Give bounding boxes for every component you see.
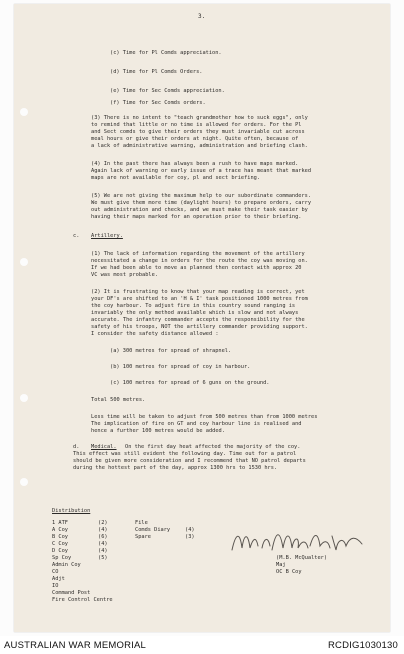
text-line: VC was most probable.	[91, 272, 158, 278]
text-line: having their maps marked for an operation prior to their briefing.	[91, 214, 302, 220]
distribution-copies: (4)	[98, 541, 108, 547]
distribution-unit: File	[135, 520, 148, 526]
section-letter: c.	[73, 233, 80, 239]
section-heading: Medical.	[91, 444, 117, 450]
text-line: out administration and checks, and we must make their task easier by	[91, 207, 308, 213]
distribution-copies: (4)	[98, 548, 108, 554]
text-line: (a) 300 metres for spread of shrapnel.	[110, 348, 232, 354]
text-line: If we had been able to move as planned then contact with approx 20	[91, 265, 302, 271]
archive-footer	[0, 636, 404, 654]
distribution-unit: Sp Coy	[52, 555, 72, 561]
handwritten-signature	[228, 526, 368, 556]
text-line: should be given more consideration and I recommend that NO patrol departs	[73, 458, 306, 464]
text-line: (2) It is frustrating to know that your map reading is correct, yet	[91, 289, 305, 295]
distribution-unit: D Coy	[52, 548, 68, 554]
text-line: (5) We are not giving the maximum help to our subordinate commanders.	[91, 193, 312, 199]
distribution-unit: Adjt	[52, 576, 65, 582]
text-line: (b) 100 metres for spread of coy in harbour.	[110, 364, 251, 370]
footer-record-id: RCDIG1030130	[328, 640, 398, 651]
text-line: The implication of fire on GT and coy harbour line is realised and	[91, 421, 302, 427]
text-line: meal hours or give their orders at night. Quite often, because of	[91, 136, 299, 142]
distribution-unit: Comds Diary	[135, 527, 171, 533]
distribution-unit: CO	[52, 569, 59, 575]
text-line: Again lack of warning or early issue of a trace has meant that marked	[91, 168, 312, 174]
section-heading: Artillery.	[91, 233, 123, 239]
text-line: a lack of administrative warning, administration and briefing clash.	[91, 143, 308, 149]
text-line: (c) Time for Pl Comds appreciation.	[110, 50, 222, 56]
text-line: accurate. The infantry commander accepts the responsibility for the	[91, 317, 305, 323]
punch-hole	[20, 478, 28, 486]
distribution-unit: C Coy	[52, 541, 68, 547]
distribution-unit: Command Post	[52, 590, 91, 596]
text-line: (f) Time for Sec Comds orders.	[110, 100, 206, 106]
distribution-copies: (3)	[185, 534, 195, 540]
distribution-unit: Fire Control Centre	[52, 597, 113, 603]
distribution-copies: (5)	[98, 555, 108, 561]
text-line: maps are not available for coy, pl and sect briefing.	[91, 175, 261, 181]
footer-source: AUSTRALIAN WAR MEMORIAL	[4, 640, 147, 651]
text-line: This effect was still evident the following day. Time out for a patrol	[73, 451, 297, 457]
signatory-rank: Maj	[276, 562, 286, 568]
signatory-position: OC B Coy	[276, 569, 302, 575]
text-line: Total 500 metres.	[91, 397, 146, 403]
text-line: We must give them more time (daylight hours) to prepare orders, carry	[91, 200, 312, 206]
punch-hole	[20, 394, 28, 402]
text-line: the coy harbour. To adjust fire in this country sound ranging is	[91, 303, 296, 309]
distribution-copies: (2)	[98, 520, 108, 526]
distribution-copies: (4)	[185, 527, 195, 533]
distribution-unit: Spare	[135, 534, 151, 540]
text-line: (3) There is no intent to "teach grandmother how to suck eggs", only	[91, 115, 308, 121]
page-number: 3.	[198, 13, 206, 20]
text-line: (e) Time for Sec Comds appreciation.	[110, 88, 225, 94]
distribution-unit: A Coy	[52, 527, 68, 533]
text-line: On the first day heat affected the majority of the coy.	[125, 444, 301, 450]
distribution-unit: IO	[52, 583, 59, 589]
distribution-copies: (4)	[98, 527, 108, 533]
signatory-name: (M.B. McQualter)	[276, 555, 328, 561]
distribution-unit: B Coy	[52, 534, 68, 540]
text-line: (d) Time for Pl Comds Orders.	[110, 69, 203, 75]
punch-hole	[20, 258, 28, 266]
text-line: (1) The lack of information regarding the movement of the artillery	[91, 251, 305, 257]
text-line: invariably the only method available which is slow and not always	[91, 310, 299, 316]
text-line: necessitated a change in orders for the route the coy was moving on.	[91, 258, 308, 264]
text-line: your DF's are shifted to an 'H & I' task positioned 1000 metres from	[91, 296, 308, 302]
section-letter: d.	[73, 444, 80, 450]
distribution-unit: 1 ATF	[52, 520, 68, 526]
text-line: during the hottest part of the day, approx 1300 hrs to 1530 hrs.	[73, 465, 278, 471]
distribution-copies: (6)	[98, 534, 108, 540]
text-line: (4) In the past there has always been a rush to have maps marked.	[91, 161, 299, 167]
text-line: I consider the safety distance allowed :	[91, 331, 219, 337]
distribution-heading: Distribution	[52, 508, 91, 514]
distribution-unit: Admin Coy	[52, 562, 81, 568]
text-line: (c) 100 metres for spread of 6 guns on the ground.	[110, 380, 270, 386]
text-line: and Sect comds to give their orders they must invariable cut across	[91, 129, 305, 135]
punch-hole	[20, 108, 28, 116]
text-line: to remind that little or no time is allowed for orders. For the Pl	[91, 122, 302, 128]
text-line: Less time will be taken to adjust from 500 metres than from 1000 metres	[91, 414, 318, 420]
text-line: safety of his troops, NOT the artillery commander providing support.	[91, 324, 308, 330]
text-line: hence a further 100 metres would be added.	[91, 428, 225, 434]
